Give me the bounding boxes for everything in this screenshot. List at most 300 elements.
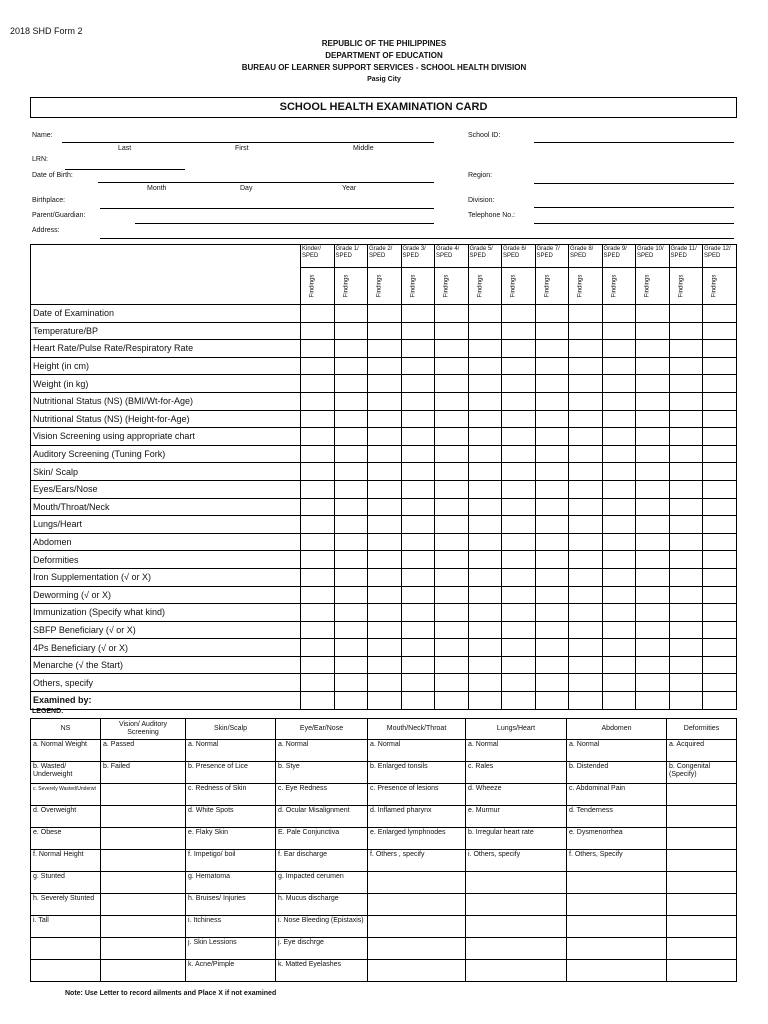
exam-entry-cell[interactable] — [301, 375, 335, 393]
exam-entry-cell[interactable] — [368, 568, 402, 586]
exam-entry-cell[interactable] — [569, 604, 603, 622]
exam-entry-cell[interactable] — [334, 322, 368, 340]
exam-entry-cell[interactable] — [502, 639, 536, 657]
exam-entry-cell[interactable] — [301, 357, 335, 375]
exam-entry-cell[interactable] — [435, 586, 469, 604]
exam-entry-cell[interactable] — [401, 604, 435, 622]
exam-entry-cell[interactable] — [502, 392, 536, 410]
exam-entry-cell[interactable] — [569, 639, 603, 657]
exam-entry-cell[interactable] — [401, 568, 435, 586]
exam-entry-cell[interactable] — [368, 674, 402, 692]
exam-entry-cell[interactable] — [703, 533, 737, 551]
exam-entry-cell[interactable] — [569, 392, 603, 410]
exam-entry-cell[interactable] — [669, 621, 703, 639]
exam-entry-cell[interactable] — [401, 340, 435, 358]
exam-entry-cell[interactable] — [301, 639, 335, 657]
exam-entry-cell[interactable] — [669, 568, 703, 586]
exam-entry-cell[interactable] — [602, 621, 636, 639]
exam-entry-cell[interactable] — [401, 551, 435, 569]
exam-entry-cell[interactable] — [535, 692, 569, 710]
exam-entry-cell[interactable] — [301, 621, 335, 639]
exam-entry-cell[interactable] — [468, 480, 502, 498]
exam-entry-cell[interactable] — [602, 480, 636, 498]
exam-entry-cell[interactable] — [401, 639, 435, 657]
exam-entry-cell[interactable] — [569, 445, 603, 463]
exam-entry-cell[interactable] — [301, 463, 335, 481]
exam-entry-cell[interactable] — [703, 305, 737, 323]
exam-entry-cell[interactable] — [401, 463, 435, 481]
exam-entry-cell[interactable] — [401, 533, 435, 551]
exam-entry-cell[interactable] — [334, 621, 368, 639]
exam-entry-cell[interactable] — [535, 586, 569, 604]
exam-entry-cell[interactable] — [435, 322, 469, 340]
exam-entry-cell[interactable] — [669, 410, 703, 428]
exam-entry-cell[interactable] — [569, 692, 603, 710]
exam-entry-cell[interactable] — [703, 568, 737, 586]
exam-entry-cell[interactable] — [669, 604, 703, 622]
exam-entry-cell[interactable] — [602, 375, 636, 393]
exam-entry-cell[interactable] — [636, 674, 670, 692]
exam-entry-cell[interactable] — [468, 586, 502, 604]
exam-entry-cell[interactable] — [401, 516, 435, 534]
exam-entry-cell[interactable] — [401, 357, 435, 375]
exam-entry-cell[interactable] — [535, 551, 569, 569]
exam-entry-cell[interactable] — [636, 568, 670, 586]
exam-entry-cell[interactable] — [669, 639, 703, 657]
exam-entry-cell[interactable] — [669, 674, 703, 692]
exam-entry-cell[interactable] — [435, 692, 469, 710]
exam-entry-cell[interactable] — [368, 621, 402, 639]
exam-entry-cell[interactable] — [401, 656, 435, 674]
exam-entry-cell[interactable] — [301, 498, 335, 516]
exam-entry-cell[interactable] — [535, 533, 569, 551]
exam-entry-cell[interactable] — [301, 392, 335, 410]
exam-entry-cell[interactable] — [401, 498, 435, 516]
exam-entry-cell[interactable] — [301, 305, 335, 323]
exam-entry-cell[interactable] — [468, 551, 502, 569]
exam-entry-cell[interactable] — [368, 498, 402, 516]
dob-field[interactable] — [98, 182, 434, 183]
exam-entry-cell[interactable] — [334, 357, 368, 375]
exam-entry-cell[interactable] — [703, 516, 737, 534]
exam-entry-cell[interactable] — [502, 357, 536, 375]
exam-entry-cell[interactable] — [535, 428, 569, 446]
exam-entry-cell[interactable] — [368, 656, 402, 674]
exam-entry-cell[interactable] — [435, 604, 469, 622]
exam-entry-cell[interactable] — [569, 340, 603, 358]
exam-entry-cell[interactable] — [502, 410, 536, 428]
exam-entry-cell[interactable] — [368, 392, 402, 410]
exam-entry-cell[interactable] — [669, 340, 703, 358]
exam-entry-cell[interactable] — [636, 586, 670, 604]
exam-entry-cell[interactable] — [368, 586, 402, 604]
exam-entry-cell[interactable] — [468, 516, 502, 534]
exam-entry-cell[interactable] — [401, 392, 435, 410]
exam-entry-cell[interactable] — [468, 674, 502, 692]
exam-entry-cell[interactable] — [636, 445, 670, 463]
exam-entry-cell[interactable] — [334, 604, 368, 622]
exam-entry-cell[interactable] — [703, 322, 737, 340]
exam-entry-cell[interactable] — [401, 621, 435, 639]
exam-entry-cell[interactable] — [435, 568, 469, 586]
exam-entry-cell[interactable] — [703, 692, 737, 710]
exam-entry-cell[interactable] — [502, 375, 536, 393]
exam-entry-cell[interactable] — [602, 586, 636, 604]
exam-entry-cell[interactable] — [301, 428, 335, 446]
exam-entry-cell[interactable] — [468, 568, 502, 586]
exam-entry-cell[interactable] — [435, 445, 469, 463]
exam-entry-cell[interactable] — [334, 586, 368, 604]
exam-entry-cell[interactable] — [636, 463, 670, 481]
exam-entry-cell[interactable] — [703, 410, 737, 428]
exam-entry-cell[interactable] — [334, 674, 368, 692]
exam-entry-cell[interactable] — [535, 480, 569, 498]
exam-entry-cell[interactable] — [535, 639, 569, 657]
exam-entry-cell[interactable] — [502, 516, 536, 534]
exam-entry-cell[interactable] — [502, 656, 536, 674]
exam-entry-cell[interactable] — [435, 305, 469, 323]
exam-entry-cell[interactable] — [669, 498, 703, 516]
exam-entry-cell[interactable] — [401, 674, 435, 692]
exam-entry-cell[interactable] — [602, 516, 636, 534]
exam-entry-cell[interactable] — [368, 410, 402, 428]
exam-entry-cell[interactable] — [334, 533, 368, 551]
exam-entry-cell[interactable] — [301, 674, 335, 692]
exam-entry-cell[interactable] — [602, 568, 636, 586]
exam-entry-cell[interactable] — [636, 480, 670, 498]
exam-entry-cell[interactable] — [569, 533, 603, 551]
name-field[interactable] — [62, 142, 434, 143]
exam-entry-cell[interactable] — [569, 656, 603, 674]
exam-entry-cell[interactable] — [435, 551, 469, 569]
exam-entry-cell[interactable] — [502, 498, 536, 516]
exam-entry-cell[interactable] — [535, 340, 569, 358]
exam-entry-cell[interactable] — [535, 305, 569, 323]
exam-entry-cell[interactable] — [368, 533, 402, 551]
exam-entry-cell[interactable] — [669, 656, 703, 674]
exam-entry-cell[interactable] — [703, 656, 737, 674]
exam-entry-cell[interactable] — [368, 551, 402, 569]
exam-entry-cell[interactable] — [569, 410, 603, 428]
exam-entry-cell[interactable] — [703, 428, 737, 446]
exam-entry-cell[interactable] — [401, 480, 435, 498]
exam-entry-cell[interactable] — [636, 656, 670, 674]
exam-entry-cell[interactable] — [334, 551, 368, 569]
exam-entry-cell[interactable] — [703, 586, 737, 604]
exam-entry-cell[interactable] — [636, 639, 670, 657]
division-field[interactable] — [534, 207, 734, 208]
exam-entry-cell[interactable] — [602, 428, 636, 446]
exam-entry-cell[interactable] — [636, 375, 670, 393]
exam-entry-cell[interactable] — [535, 322, 569, 340]
exam-entry-cell[interactable] — [636, 357, 670, 375]
exam-entry-cell[interactable] — [468, 656, 502, 674]
exam-entry-cell[interactable] — [569, 674, 603, 692]
exam-entry-cell[interactable] — [502, 621, 536, 639]
exam-entry-cell[interactable] — [334, 639, 368, 657]
exam-entry-cell[interactable] — [502, 674, 536, 692]
exam-entry-cell[interactable] — [535, 604, 569, 622]
exam-entry-cell[interactable] — [636, 692, 670, 710]
exam-entry-cell[interactable] — [435, 428, 469, 446]
exam-entry-cell[interactable] — [636, 410, 670, 428]
exam-entry-cell[interactable] — [334, 445, 368, 463]
exam-entry-cell[interactable] — [368, 692, 402, 710]
exam-entry-cell[interactable] — [334, 516, 368, 534]
exam-entry-cell[interactable] — [435, 621, 469, 639]
exam-entry-cell[interactable] — [669, 357, 703, 375]
exam-entry-cell[interactable] — [502, 568, 536, 586]
exam-entry-cell[interactable] — [636, 392, 670, 410]
exam-entry-cell[interactable] — [502, 586, 536, 604]
exam-entry-cell[interactable] — [636, 604, 670, 622]
exam-entry-cell[interactable] — [703, 604, 737, 622]
exam-entry-cell[interactable] — [334, 656, 368, 674]
exam-entry-cell[interactable] — [669, 692, 703, 710]
exam-entry-cell[interactable] — [368, 375, 402, 393]
exam-entry-cell[interactable] — [535, 463, 569, 481]
exam-entry-cell[interactable] — [602, 340, 636, 358]
exam-entry-cell[interactable] — [602, 322, 636, 340]
exam-entry-cell[interactable] — [468, 445, 502, 463]
exam-entry-cell[interactable] — [535, 568, 569, 586]
exam-entry-cell[interactable] — [669, 305, 703, 323]
exam-entry-cell[interactable] — [703, 674, 737, 692]
exam-entry-cell[interactable] — [334, 480, 368, 498]
exam-entry-cell[interactable] — [435, 533, 469, 551]
exam-entry-cell[interactable] — [636, 533, 670, 551]
exam-entry-cell[interactable] — [569, 463, 603, 481]
exam-entry-cell[interactable] — [368, 305, 402, 323]
exam-entry-cell[interactable] — [435, 340, 469, 358]
exam-entry-cell[interactable] — [502, 463, 536, 481]
exam-entry-cell[interactable] — [703, 340, 737, 358]
exam-entry-cell[interactable] — [301, 551, 335, 569]
exam-entry-cell[interactable] — [703, 392, 737, 410]
exam-entry-cell[interactable] — [569, 516, 603, 534]
exam-entry-cell[interactable] — [468, 533, 502, 551]
exam-entry-cell[interactable] — [535, 445, 569, 463]
exam-entry-cell[interactable] — [301, 604, 335, 622]
exam-entry-cell[interactable] — [669, 392, 703, 410]
exam-entry-cell[interactable] — [569, 375, 603, 393]
exam-entry-cell[interactable] — [401, 375, 435, 393]
exam-entry-cell[interactable] — [368, 480, 402, 498]
exam-entry-cell[interactable] — [602, 498, 636, 516]
exam-entry-cell[interactable] — [435, 392, 469, 410]
exam-entry-cell[interactable] — [301, 656, 335, 674]
exam-entry-cell[interactable] — [569, 498, 603, 516]
exam-entry-cell[interactable] — [334, 428, 368, 446]
exam-entry-cell[interactable] — [301, 445, 335, 463]
exam-entry-cell[interactable] — [602, 604, 636, 622]
exam-entry-cell[interactable] — [602, 692, 636, 710]
exam-entry-cell[interactable] — [435, 674, 469, 692]
exam-entry-cell[interactable] — [301, 340, 335, 358]
exam-entry-cell[interactable] — [703, 445, 737, 463]
exam-entry-cell[interactable] — [535, 410, 569, 428]
exam-entry-cell[interactable] — [401, 586, 435, 604]
exam-entry-cell[interactable] — [535, 674, 569, 692]
exam-entry-cell[interactable] — [602, 305, 636, 323]
exam-entry-cell[interactable] — [502, 428, 536, 446]
region-field[interactable] — [534, 183, 734, 184]
exam-entry-cell[interactable] — [334, 375, 368, 393]
exam-entry-cell[interactable] — [669, 322, 703, 340]
exam-entry-cell[interactable] — [468, 692, 502, 710]
exam-entry-cell[interactable] — [401, 410, 435, 428]
exam-entry-cell[interactable] — [703, 480, 737, 498]
exam-entry-cell[interactable] — [602, 533, 636, 551]
exam-entry-cell[interactable] — [636, 340, 670, 358]
lrn-field[interactable] — [65, 169, 185, 170]
exam-entry-cell[interactable] — [636, 516, 670, 534]
exam-entry-cell[interactable] — [468, 340, 502, 358]
exam-entry-cell[interactable] — [301, 480, 335, 498]
exam-entry-cell[interactable] — [602, 445, 636, 463]
exam-entry-cell[interactable] — [435, 357, 469, 375]
exam-entry-cell[interactable] — [502, 322, 536, 340]
exam-entry-cell[interactable] — [535, 357, 569, 375]
exam-entry-cell[interactable] — [334, 498, 368, 516]
exam-entry-cell[interactable] — [502, 692, 536, 710]
exam-entry-cell[interactable] — [569, 568, 603, 586]
exam-entry-cell[interactable] — [602, 551, 636, 569]
exam-entry-cell[interactable] — [669, 533, 703, 551]
exam-entry-cell[interactable] — [468, 410, 502, 428]
exam-entry-cell[interactable] — [401, 428, 435, 446]
exam-entry-cell[interactable] — [435, 463, 469, 481]
exam-entry-cell[interactable] — [334, 568, 368, 586]
exam-entry-cell[interactable] — [334, 463, 368, 481]
exam-entry-cell[interactable] — [401, 692, 435, 710]
exam-entry-cell[interactable] — [368, 463, 402, 481]
exam-entry-cell[interactable] — [368, 322, 402, 340]
exam-entry-cell[interactable] — [669, 551, 703, 569]
exam-entry-cell[interactable] — [602, 357, 636, 375]
exam-entry-cell[interactable] — [334, 392, 368, 410]
exam-entry-cell[interactable] — [703, 621, 737, 639]
exam-entry-cell[interactable] — [368, 445, 402, 463]
exam-entry-cell[interactable] — [468, 322, 502, 340]
exam-entry-cell[interactable] — [602, 674, 636, 692]
telephone-field[interactable] — [534, 223, 734, 224]
exam-entry-cell[interactable] — [368, 428, 402, 446]
exam-entry-cell[interactable] — [468, 305, 502, 323]
exam-entry-cell[interactable] — [636, 305, 670, 323]
exam-entry-cell[interactable] — [669, 516, 703, 534]
exam-entry-cell[interactable] — [301, 692, 335, 710]
exam-entry-cell[interactable] — [468, 392, 502, 410]
parent-field[interactable] — [135, 223, 434, 224]
exam-entry-cell[interactable] — [669, 586, 703, 604]
exam-entry-cell[interactable] — [535, 516, 569, 534]
exam-entry-cell[interactable] — [502, 551, 536, 569]
address-field[interactable] — [100, 238, 734, 239]
exam-entry-cell[interactable] — [334, 692, 368, 710]
exam-entry-cell[interactable] — [301, 516, 335, 534]
exam-entry-cell[interactable] — [569, 357, 603, 375]
exam-entry-cell[interactable] — [669, 463, 703, 481]
exam-entry-cell[interactable] — [535, 621, 569, 639]
exam-entry-cell[interactable] — [301, 410, 335, 428]
exam-entry-cell[interactable] — [401, 305, 435, 323]
exam-entry-cell[interactable] — [468, 375, 502, 393]
exam-entry-cell[interactable] — [602, 639, 636, 657]
exam-entry-cell[interactable] — [468, 639, 502, 657]
exam-entry-cell[interactable] — [401, 322, 435, 340]
exam-entry-cell[interactable] — [569, 551, 603, 569]
exam-entry-cell[interactable] — [502, 445, 536, 463]
exam-entry-cell[interactable] — [502, 604, 536, 622]
exam-entry-cell[interactable] — [435, 498, 469, 516]
exam-entry-cell[interactable] — [602, 392, 636, 410]
exam-entry-cell[interactable] — [468, 428, 502, 446]
exam-entry-cell[interactable] — [301, 533, 335, 551]
exam-entry-cell[interactable] — [703, 551, 737, 569]
exam-entry-cell[interactable] — [669, 480, 703, 498]
exam-entry-cell[interactable] — [468, 357, 502, 375]
exam-entry-cell[interactable] — [535, 392, 569, 410]
exam-entry-cell[interactable] — [468, 498, 502, 516]
exam-entry-cell[interactable] — [669, 375, 703, 393]
birthplace-field[interactable] — [100, 208, 434, 209]
exam-entry-cell[interactable] — [368, 340, 402, 358]
exam-entry-cell[interactable] — [569, 428, 603, 446]
school-id-field[interactable] — [534, 142, 734, 143]
exam-entry-cell[interactable] — [569, 322, 603, 340]
exam-entry-cell[interactable] — [468, 604, 502, 622]
exam-entry-cell[interactable] — [703, 498, 737, 516]
exam-entry-cell[interactable] — [569, 621, 603, 639]
exam-entry-cell[interactable] — [669, 428, 703, 446]
exam-entry-cell[interactable] — [703, 463, 737, 481]
exam-entry-cell[interactable] — [535, 498, 569, 516]
exam-entry-cell[interactable] — [301, 586, 335, 604]
exam-entry-cell[interactable] — [334, 340, 368, 358]
exam-entry-cell[interactable] — [334, 410, 368, 428]
exam-entry-cell[interactable] — [569, 480, 603, 498]
exam-entry-cell[interactable] — [535, 375, 569, 393]
exam-entry-cell[interactable] — [602, 410, 636, 428]
exam-entry-cell[interactable] — [636, 621, 670, 639]
exam-entry-cell[interactable] — [602, 656, 636, 674]
exam-entry-cell[interactable] — [703, 375, 737, 393]
exam-entry-cell[interactable] — [502, 480, 536, 498]
exam-entry-cell[interactable] — [435, 410, 469, 428]
exam-entry-cell[interactable] — [703, 639, 737, 657]
exam-entry-cell[interactable] — [636, 498, 670, 516]
exam-entry-cell[interactable] — [368, 639, 402, 657]
exam-entry-cell[interactable] — [636, 428, 670, 446]
exam-entry-cell[interactable] — [502, 340, 536, 358]
exam-entry-cell[interactable] — [435, 375, 469, 393]
exam-entry-cell[interactable] — [636, 551, 670, 569]
exam-entry-cell[interactable] — [468, 463, 502, 481]
exam-entry-cell[interactable] — [669, 445, 703, 463]
exam-entry-cell[interactable] — [334, 305, 368, 323]
exam-entry-cell[interactable] — [569, 305, 603, 323]
exam-entry-cell[interactable] — [636, 322, 670, 340]
exam-entry-cell[interactable] — [502, 305, 536, 323]
exam-entry-cell[interactable] — [468, 621, 502, 639]
exam-entry-cell[interactable] — [368, 357, 402, 375]
exam-entry-cell[interactable] — [435, 656, 469, 674]
exam-entry-cell[interactable] — [535, 656, 569, 674]
exam-entry-cell[interactable] — [401, 445, 435, 463]
exam-entry-cell[interactable] — [435, 480, 469, 498]
exam-entry-cell[interactable] — [301, 322, 335, 340]
